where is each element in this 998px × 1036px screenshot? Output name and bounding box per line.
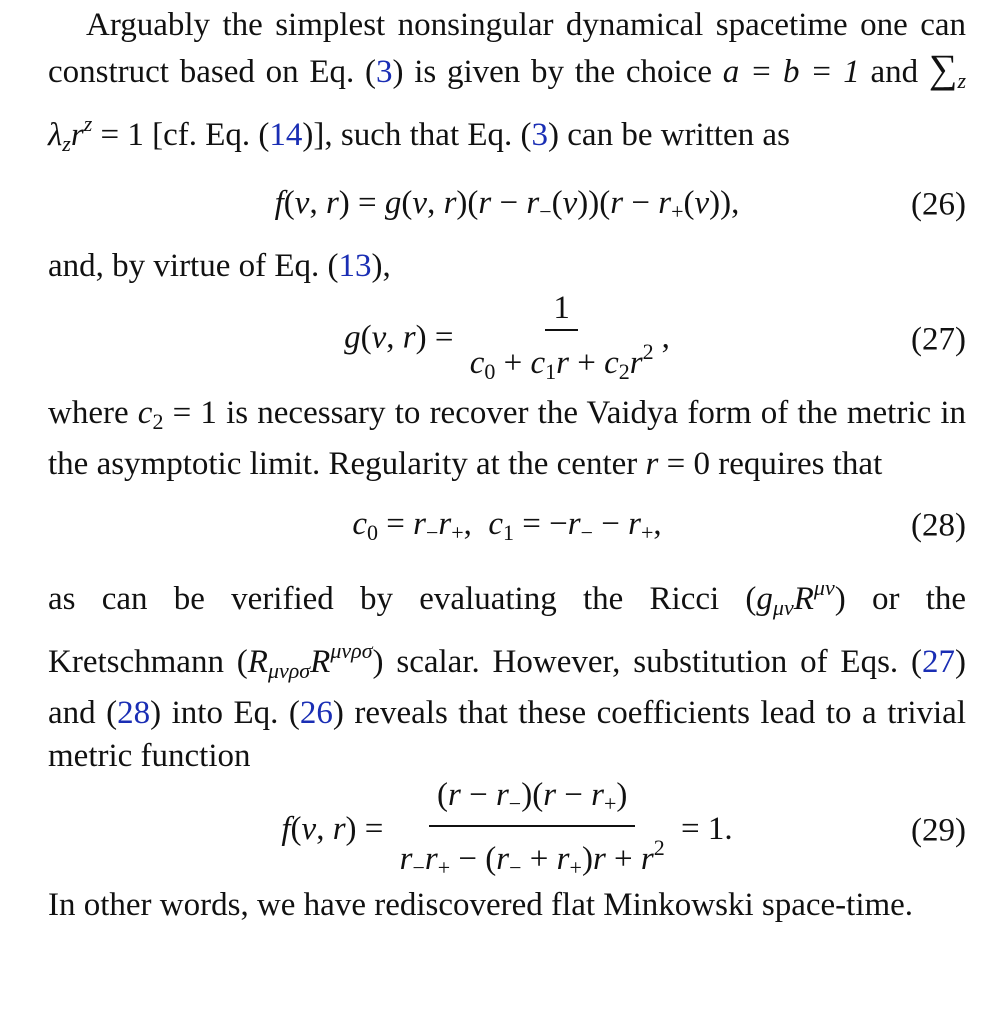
math-a-b: a = b = 1 [722, 54, 860, 90]
paragraph-vaidya: where $c_2 = 1$ is necessary to recover the Vaidya form of the metric in the asymptotic limit. Regularity at the center r = 0 requires that [48, 395, 966, 482]
eq-ref-13[interactable]: 13 [338, 248, 372, 284]
fraction: $\frac{(r - r_-)(r - r_+)}{r_-r_+ - (r_- + r_+)r + r^2}$ [399, 776, 665, 880]
equation-number: (29) [911, 812, 966, 849]
eq-ref-26[interactable]: 26 [299, 695, 333, 731]
math-c2: $c_2 = 1$ [137, 395, 217, 434]
paragraph-ricci: as can be verified by evaluating the Ricci $(g_{\mu\nu}R^{\mu\nu})$ or the Kretschmann $(R_{\mu\nu\rho\sigma}R^{\mu\nu\rho\sigma})$ scalar. However, substitution of Eqs. (27) and (28) into Eq. (26) reveals that these coefficients lead to a trivial metric function [48, 575, 967, 774]
equation-28 [48, 486, 966, 566]
paragraph-intro: Arguably the simplest nonsingular dynamical spacetime one can construct based on Eq. (3) is given by the choice a = b = 1 and $\sum_z$ $\lambda_zr^z = 1$ [cf. Eq. (14)], such that Eq. (3) can be written as [48, 7, 966, 156]
eq-ref-3[interactable]: 3 [376, 54, 393, 90]
math-ricci: $g_{\mu\nu}R^{\mu\nu}$ [756, 575, 835, 620]
math-kretschmann: $R_{\mu\nu\rho\sigma}R^{\mu\nu\rho\sigma}$ [247, 638, 373, 683]
equation-number: (28) [911, 507, 966, 544]
eq-ref-27[interactable]: 27 [922, 644, 955, 680]
equation-number: (27) [911, 321, 966, 358]
paragraph-virtue: and, by virtue of Eq. (13), [48, 248, 391, 284]
paragraph-conclusion: In other words, we have rediscovered flat Minkowski space-time. [48, 887, 914, 923]
equation-number: (26) [911, 186, 966, 223]
fraction: $\frac{1}{c_0 + c_1r + c_2r^2}$ [469, 290, 654, 384]
math-r0: r = 0 [645, 446, 710, 482]
equation-26-body: f(v, r) = g(v, $r)(r - r_-(v))(r - r_+(v))$, [274, 185, 740, 224]
eq-ref-14[interactable]: 14 [269, 117, 303, 153]
paper-page [48, 0, 966, 927]
eq-ref-28[interactable]: 28 [117, 695, 151, 731]
equation-27 [48, 288, 966, 392]
equation-29 [48, 778, 966, 884]
equation-28-body: $c_0 = r_-r_+$, $c_1 = -r_- - r_+$, [352, 506, 662, 545]
equation-29-body: f(v, r) = $\frac{(r - r_-)(r - r_+)}{r_-r_+ - (r_- + r_+)r + r^2}$ = 1. [281, 776, 732, 887]
equation-26 [48, 165, 966, 245]
equation-27-body: g(v, r) = $\frac{1}{c_0 + c_1r + c_2r^2}$ , [344, 289, 670, 391]
math-sum-lambda: $\sum_z$ $\lambda_zr^z = 1$ [48, 46, 966, 156]
eq-ref-3b[interactable]: 3 [531, 117, 549, 153]
